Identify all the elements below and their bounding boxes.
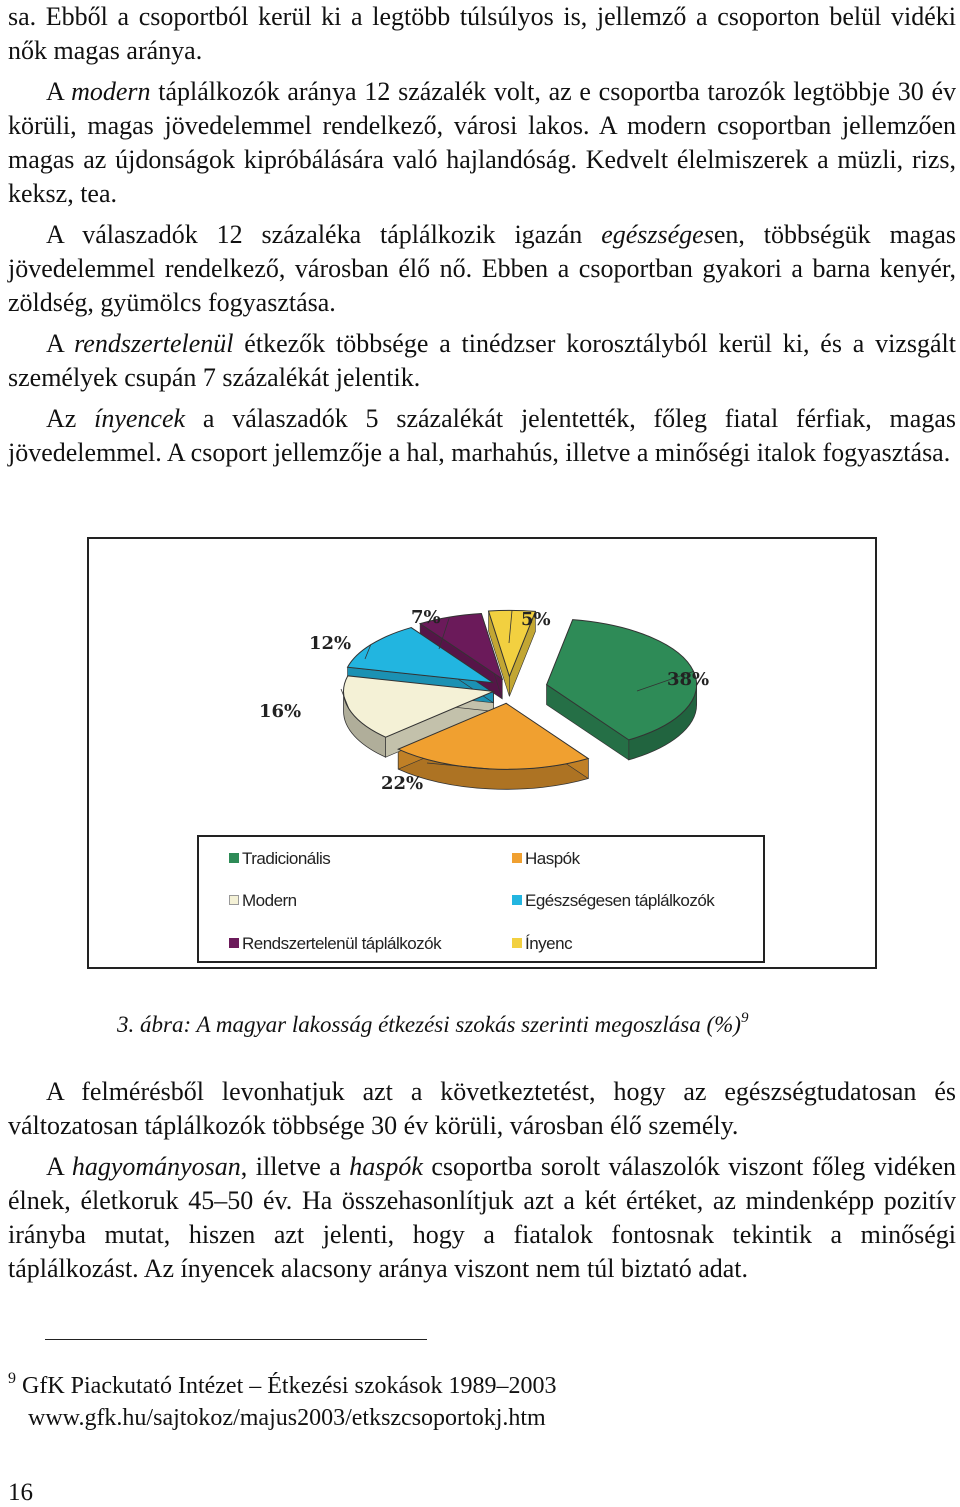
footnote-separator <box>45 1339 427 1340</box>
legend-item-inyenc: Ínyenc <box>512 934 572 954</box>
body-text-bottom <box>8 1075 956 1293</box>
legend-item-egeszseges: Egészségesen táplálkozók <box>512 891 714 911</box>
pie-label-5: 5% <box>521 609 551 630</box>
legend-item-tradicionalis: Tradicionális <box>229 849 330 869</box>
page-number: 16 <box>8 1479 33 1506</box>
legend-swatch <box>229 895 239 905</box>
legend-swatch <box>512 895 522 905</box>
footnote-url: www.gfk.hu/sajtokoz/majus2003/etkszcsoportokj.htm <box>28 1405 546 1431</box>
legend-swatch <box>512 853 522 863</box>
pie-label-2: 16% <box>259 701 302 722</box>
figure-caption: 3. ábra: A magyar lakosság étkezési szokás szerinti megoszlása (%)$^9$ <box>117 1010 749 1037</box>
paragraph-gourmet: Az ínyencek a válaszadók 5 százalékát jelentették, főleg fiatal férfiak, magas jövedelemmel. A csoport jellemzője a hal, marhahús, illetve a minőségi italok fogyasztása. <box>8 404 956 467</box>
legend-swatch <box>229 938 239 948</box>
legend-item-haspok: Haspók <box>512 849 580 869</box>
footnote: $^9$ GfK Piackutató Intézet – Étkezési szokások 1989–2003 www.gfk.hu/sajtokoz/majus2003/etkszcsoportokj.htm <box>8 1363 557 1434</box>
chart-legend <box>197 835 765 963</box>
paragraph-irregular: A rendszertelenül étkezők többsége a tinédzser korosztályból kerül ki, és a vizsgált személyek csupán 7 százalékát jelentik. <box>8 329 957 392</box>
legend-swatch <box>229 853 239 863</box>
pie-label-1: 22% <box>381 773 424 794</box>
body-text-top <box>8 0 956 477</box>
pie-label-4: 7% <box>411 607 441 628</box>
legend-item-modern: Modern <box>229 891 297 911</box>
legend-item-rendszertelen: Rendszertelenül táplálkozók <box>229 934 441 954</box>
paragraph-conclusion: A felmérésből levonhatjuk azt a következtetést, hogy az egészségtudatosan és változatosan táplálkozók többsége 30 év körüli, városban élő személy. <box>8 1077 956 1140</box>
pie-chart-figure <box>87 537 877 969</box>
pie-label-3: 12% <box>309 633 352 654</box>
paragraph-modern: A modern táplálkozók aránya 12 százalék volt, az e csoportba tarozók legtöbbje 30 év körüli, magas jövedelemmel rendelkező, városi lakos. A modern csoportban jellemzően magas az újdonságok kipróbálására való hajlandóság. Kedvelt élelmiszerek a müzli, rizs, keksz, tea. <box>8 77 956 208</box>
paragraph-healthy: A válaszadók 12 százaléka táplálkozik igazán egészségesen, többségük magas jövedelemmel rendelkező, városban élő nő. Ebben a csoportban gyakori a barna kenyér, zöldség, gyümölcs fogyasztása. <box>8 220 956 317</box>
pie-chart <box>89 539 875 829</box>
legend-swatch <box>512 938 522 948</box>
pie-label-0: 38% <box>667 669 710 690</box>
paragraph-1: sa. Ebből a csoportból kerül ki a legtöbb túlsúlyos is, jellemző a csoporton belül vidéki nők magas aránya. <box>8 2 956 65</box>
paragraph-traditional: A hagyományosan, illetve a haspók csoportba sorolt válaszolók viszont főleg vidéken élnek, életkoruk 45–50 év. Ha összehasonlítjuk azt a két értéket, az mindenképp pozitív irányba mutat, hiszen azt jelenti, hogy a fiatalok fontosnak tekintik a minőségi táplálkozást. Az ínyencek alacsony aránya viszont nem túl biztató adat. <box>8 1152 957 1283</box>
